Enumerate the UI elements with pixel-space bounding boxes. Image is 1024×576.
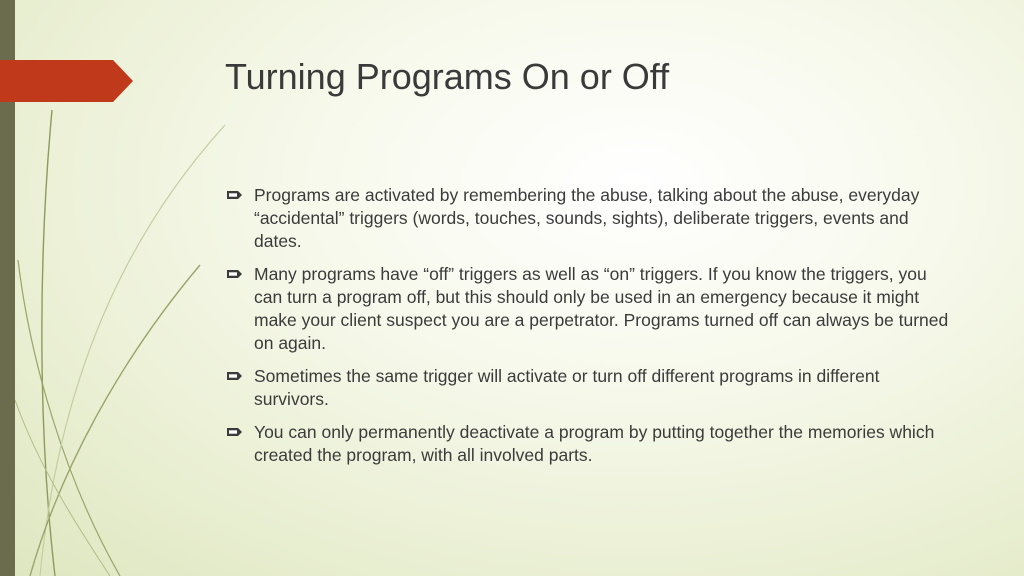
- bullet-text: Many programs have “off” triggers as well as “on” triggers. If you know the triggers, you can turn a program off, but this should only be used in an emergency because it might make your client suspect you are a perpetrator. Programs turned off can always be turned on again.: [254, 264, 949, 353]
- bullet-item: [227, 365, 957, 411]
- right-pointer-icon: [227, 427, 243, 437]
- slide-title: Turning Programs On or Off: [225, 56, 670, 97]
- bullet-list: [227, 184, 957, 477]
- right-pointer-icon: [227, 190, 243, 200]
- bullet-item: [227, 184, 957, 253]
- bullet-text: Sometimes the same trigger will activate or turn off different programs in different survivors.: [254, 366, 880, 409]
- bullet-text: Programs are activated by remembering the abuse, talking about the abuse, everyday “accidental” triggers (words, touches, sounds, sights), deliberate triggers, events and dates.: [254, 185, 920, 251]
- bullet-item: [227, 263, 957, 355]
- right-pointer-icon: [227, 371, 243, 381]
- decor-curve-5: [15, 400, 110, 576]
- bullet-item: [227, 421, 957, 467]
- right-pointer-icon: [227, 269, 243, 279]
- decor-curve-4: [30, 265, 200, 576]
- bullet-text: You can only permanently deactivate a program by putting together the memories which created the program, with all involved parts.: [254, 422, 935, 465]
- title-arrow-marker: [0, 0, 140, 110]
- decor-curve-2: [18, 260, 120, 576]
- decor-curve-1: [42, 110, 55, 576]
